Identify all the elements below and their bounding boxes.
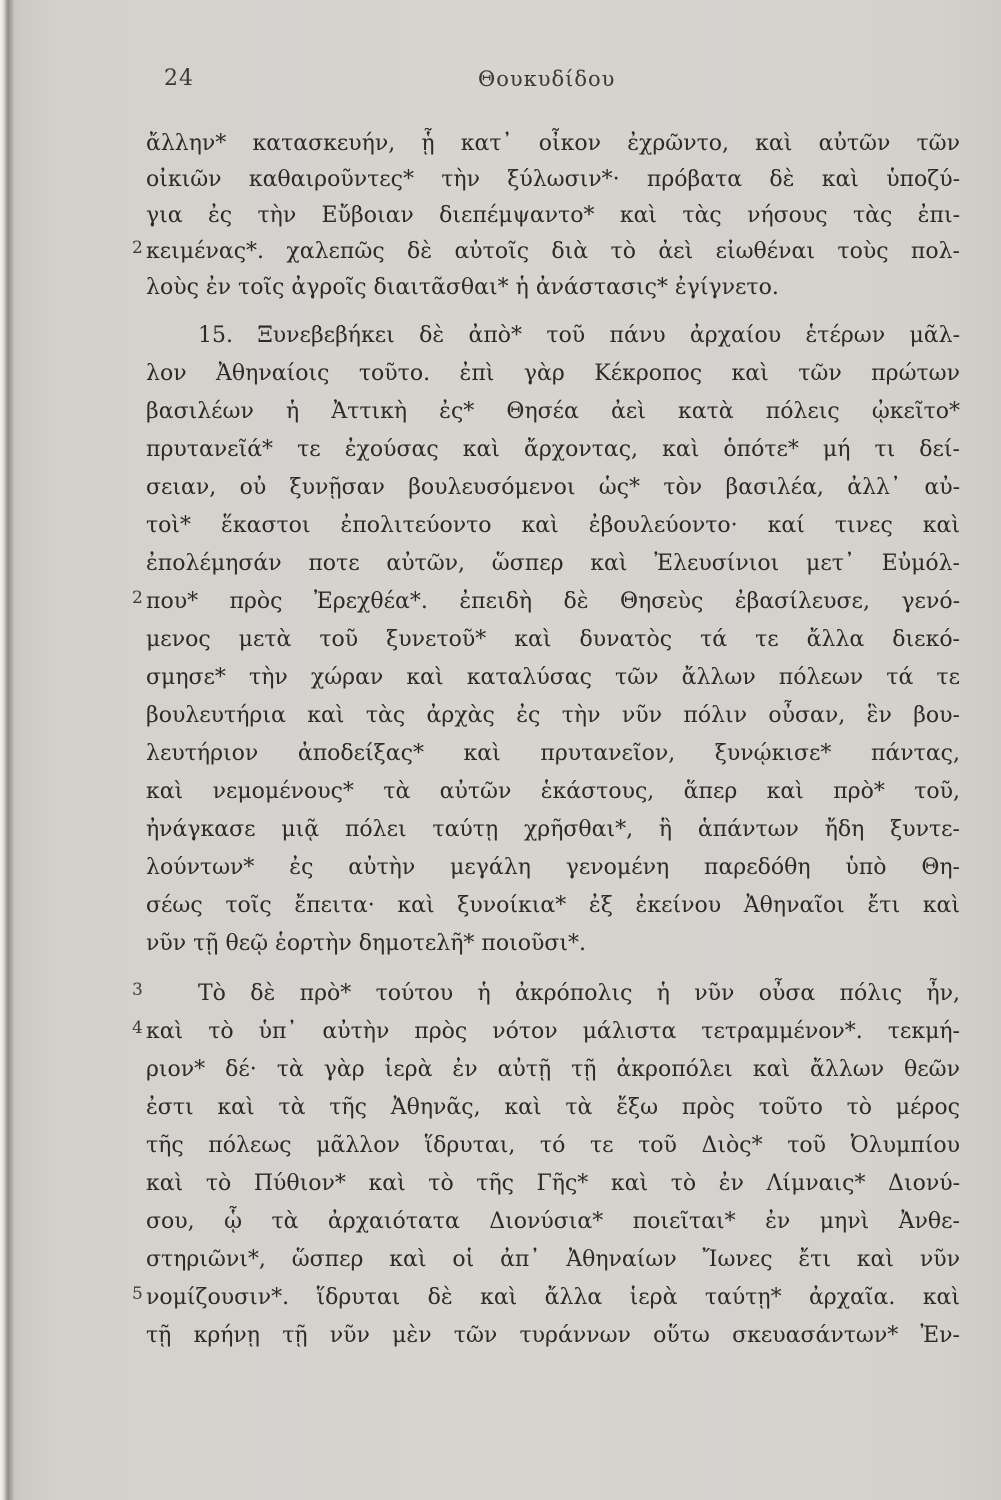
text-line <box>0 320 1001 356</box>
page-number: 24 <box>164 66 194 91</box>
text-line <box>0 1206 1001 1242</box>
line-text: λοὺς ἐν τοῖς ἀγροῖς διαιτᾶσθαι* ἡ ἀνάστασις* ἐγίγνετο. <box>146 275 779 300</box>
text-line <box>0 1130 1001 1166</box>
line-text: καὶ νεμομένους* τὰ αὐτῶν ἑκάστους, ἅπερ καὶ πρὸ* τοῦ, <box>146 779 960 804</box>
text-line <box>0 700 1001 736</box>
text-line <box>0 272 1001 308</box>
line-text: σου, ᾧ τὰ ἀρχαιότατα Διονύσια* ποιεῖται* ἐν μηνὶ Ἀνθε- <box>146 1209 960 1234</box>
text-line <box>0 1092 1001 1128</box>
line-text: τοὶ* ἕκαστοι ἐπολιτεύοντο καὶ ἐβουλεύοντο· καί τινες καὶ <box>146 513 960 538</box>
line-text: σέως τοῖς ἔπειτα· καὶ ξυνοίκια* ἐξ ἐκείνου Ἀθηναῖοι ἔτι καὶ <box>146 893 960 918</box>
line-text: ἠνάγκασε μιᾷ πόλει ταύτῃ χρῆσθαι*, ἣ ἁπάντων ἤδη ξυντε- <box>146 817 960 842</box>
line-number: 5 <box>132 1284 143 1304</box>
line-text: σμησε* τὴν χώραν καὶ καταλύσας τῶν ἄλλων πόλεων τά τε <box>146 665 960 690</box>
chapter-start-line: 15. Ξυνεβεβήκει δὲ ἀπὸ* τοῦ πάνυ ἀρχαίου ἑτέρων μᾶλ- <box>198 323 960 348</box>
line-text: ριον* δέ· τὰ γὰρ ἱερὰ ἐν αὐτῇ τῇ ἀκροπόλει καὶ ἄλλων θεῶν <box>146 1057 960 1082</box>
line-text: στηριῶνι*, ὥσπερ καὶ οἱ ἀπ᾽ Ἀθηναίων Ἴωνες ἔτι καὶ νῦν <box>146 1247 960 1272</box>
text-line <box>0 586 1001 622</box>
line-number: 2 <box>132 588 143 608</box>
text-line <box>0 200 1001 236</box>
line-text: κειμένας*. χαλεπῶς δὲ αὐτοῖς διὰ τὸ ἀεὶ εἰωθέναι τοὺς πολ- <box>146 239 960 264</box>
text-line <box>0 236 1001 272</box>
line-text: καὶ τὸ ὑπ᾽ αὐτὴν πρὸς νότον μάλιστα τετραμμένον*. τεκμή- <box>146 1019 960 1044</box>
text-line <box>0 434 1001 470</box>
text-line <box>0 548 1001 584</box>
text-line <box>0 662 1001 698</box>
line-text: λούντων* ἐς αὐτὴν μεγάλη γενομένη παρεδόθη ὑπὸ Θη- <box>146 855 960 880</box>
line-text: νῦν τῇ θεῷ ἑορτὴν δημοτελῆ* ποιοῦσι*. <box>146 931 586 956</box>
text-line <box>0 928 1001 964</box>
line-text: σειαν, οὐ ξυνῇσαν βουλευσόμενοι ὡς* τὸν βασιλέα, ἀλλ᾽ αὐ- <box>146 475 960 500</box>
line-text: λευτήριον ἀποδείξας* καὶ πρυτανεῖον, ξυνῴκισε* πάντας, <box>146 741 960 766</box>
line-number: 2 <box>132 238 143 258</box>
line-text: βουλευτήρια καὶ τὰς ἀρχὰς ἐς τὴν νῦν πόλιν οὖσαν, ἓν βου- <box>146 703 960 728</box>
text-line <box>0 164 1001 200</box>
text-line <box>0 776 1001 812</box>
line-text: πρυτανεῖά* τε ἐχούσας καὶ ἄρχοντας, καὶ ὁπότε* μή τι δεί- <box>146 437 960 462</box>
text-line <box>0 510 1001 546</box>
paragraph-start-line: Τὸ δὲ πρὸ* τούτου ἡ ἀκρόπολις ἡ νῦν οὖσα πόλις ἦν, <box>198 981 960 1006</box>
running-head <box>0 66 1001 102</box>
text-line <box>0 624 1001 660</box>
text-line <box>0 1168 1001 1204</box>
line-text: βασιλέων ἡ Ἀττικὴ ἐς* Θησέα ἀεὶ κατὰ πόλεις ᾠκεῖτο* <box>146 399 960 424</box>
line-text: ἐστι καὶ τὰ τῆς Ἀθηνᾶς, καὶ τὰ ἔξω πρὸς τοῦτο τὸ μέρος <box>146 1095 960 1120</box>
text-line <box>0 890 1001 926</box>
text-line <box>0 1244 1001 1280</box>
text-line <box>0 1320 1001 1356</box>
text-line <box>0 814 1001 850</box>
text-line <box>0 358 1001 394</box>
line-number: 3 <box>132 980 143 1000</box>
text-line <box>0 738 1001 774</box>
text-line <box>0 1054 1001 1090</box>
line-text: για ἐς τὴν Εὔβοιαν διεπέμψαντο* καὶ τὰς νήσους τὰς ἐπι- <box>146 203 960 228</box>
running-title: Θουκυδίδου <box>478 67 616 91</box>
line-text: που* πρὸς Ἐρεχθέα*. ἐπειδὴ δὲ Θησεὺς ἐβασίλευσε, γενό- <box>146 589 960 614</box>
line-text: μενος μετὰ τοῦ ξυνετοῦ* καὶ δυνατὸς τά τε ἄλλα διεκό- <box>146 627 960 652</box>
text-line <box>0 978 1001 1014</box>
text-line <box>0 852 1001 888</box>
line-text: οἰκιῶν καθαιροῦντες* τὴν ξύλωσιν*· πρόβατα δὲ καὶ ὑποζύ- <box>146 167 960 192</box>
line-text: τῆς πόλεως μᾶλλον ἵδρυται, τό τε τοῦ Διὸς* τοῦ Ὀλυμπίου <box>146 1133 960 1158</box>
text-line <box>0 472 1001 508</box>
line-text: λον Ἀθηναίοις τοῦτο. ἐπὶ γὰρ Κέκροπος καὶ τῶν πρώτων <box>146 361 960 386</box>
line-text: ἐπολέμησάν ποτε αὐτῶν, ὥσπερ καὶ Ἐλευσίνιοι μετ᾽ Εὐμόλ- <box>146 551 960 576</box>
text-line <box>0 1016 1001 1052</box>
line-text: νομίζουσιν*. ἵδρυται δὲ καὶ ἄλλα ἱερὰ ταύτῃ* ἀρχαῖα. καὶ <box>146 1285 960 1310</box>
line-text: καὶ τὸ Πύθιον* καὶ τὸ τῆς Γῆς* καὶ τὸ ἐν Λίμναις* Διονύ- <box>146 1171 960 1196</box>
line-text: ἄλλην* κατασκευήν, ᾗ κατ᾽ οἶκον ἐχρῶντο, καὶ αὐτῶν τῶν <box>146 131 960 156</box>
text-line <box>0 128 1001 164</box>
text-line <box>0 1282 1001 1318</box>
line-number: 4 <box>132 1018 143 1038</box>
line-text: τῇ κρήνῃ τῇ νῦν μὲν τῶν τυράννων οὕτω σκευασάντων* Ἐν- <box>146 1323 960 1348</box>
text-line <box>0 396 1001 432</box>
